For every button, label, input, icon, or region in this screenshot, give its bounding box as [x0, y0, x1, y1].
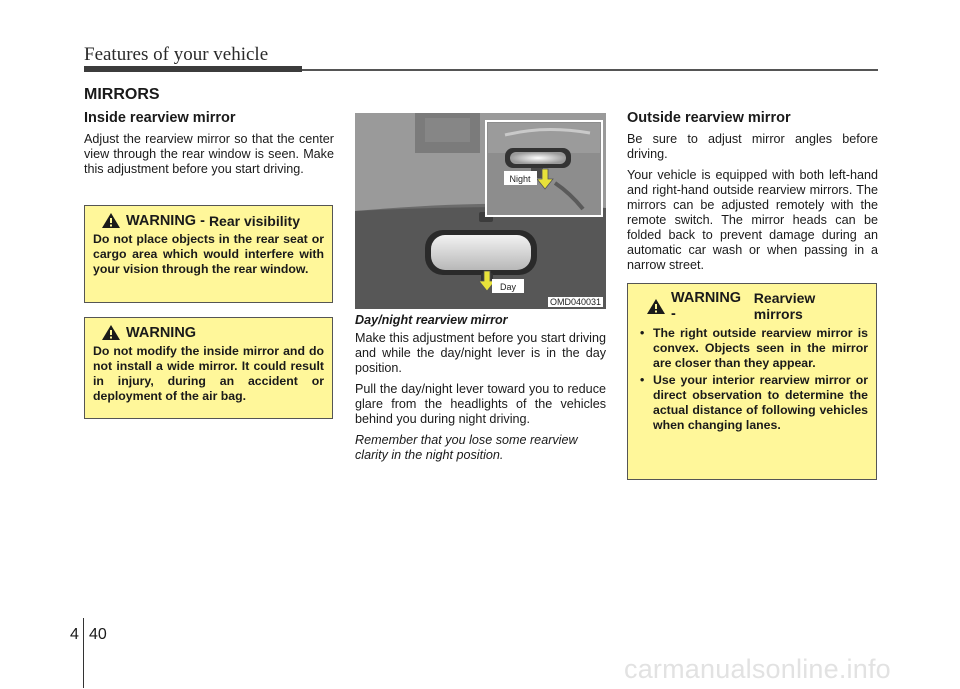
day-night-paragraph-1: Make this adjustment before you start driving and while the day/night lever is in the day position. — [355, 331, 606, 375]
watermark: carmanualsonline.info — [624, 654, 891, 684]
warning-triangle-icon — [101, 324, 121, 341]
outside-mirror-section — [627, 110, 878, 279]
rearview-mirror-photo — [355, 113, 606, 309]
page-header-title: Features of your vehicle — [84, 44, 269, 65]
warning-triangle-icon — [646, 298, 666, 315]
photo-code: OMD040031 — [549, 297, 601, 307]
section-title: MIRRORS — [84, 86, 160, 103]
warning-box-rearview-mirrors — [627, 283, 877, 480]
warning-triangle-icon — [101, 212, 121, 229]
inside-mirror-heading: Inside rearview mirror — [84, 110, 236, 126]
page-number: 40 — [89, 626, 107, 643]
day-night-paragraph-2: Pull the day/night lever toward you to reduce glare from the headlights of the vehicles behind you during night driving. — [355, 382, 606, 426]
warning-box-inside-mirror — [84, 317, 333, 419]
page-number-divider — [83, 618, 84, 688]
warning-list-item: • Use your interior rearview mirror or direct observation to determine the actual distance of following vehicles when changing lanes. — [636, 373, 868, 433]
header-rule-thick — [84, 66, 302, 72]
warning-box-rear-visibility — [84, 205, 333, 303]
inside-mirror-section — [84, 110, 334, 183]
header-rule-thin — [302, 69, 878, 71]
warning-text: Do not modify the inside mirror and do not install a wide mirror. It could result in injury, during an accident or deployment of the air bag. — [93, 344, 324, 403]
day-night-heading: Day/night rearview mirror — [355, 313, 508, 327]
warning-label: WARNING - — [126, 212, 205, 229]
warning-label: WARNING - — [671, 290, 742, 322]
warning-subtitle: Rear visibility — [208, 212, 300, 229]
outside-mirror-paragraph-1: Be sure to adjust mirror angles before driving. — [627, 132, 878, 161]
warning-list-item: • The right outside rearview mirror is convex. Objects seen in the mirror are closer than they appear. — [636, 326, 868, 371]
outside-mirror-heading: Outside rearview mirror — [627, 110, 791, 126]
mirror-illustration — [355, 113, 606, 309]
day-label: Day — [499, 282, 517, 292]
warning-subtitle: Rearview mirrors — [753, 290, 816, 322]
chapter-number: 4 — [70, 626, 79, 643]
warning-label: WARNING — [126, 324, 197, 341]
outside-mirror-paragraph-2: Your vehicle is equipped with both left-hand and right-hand outside rearview mirrors. The mirrors can be adjusted remotely with the remote switch. The mirror heads can be folded back to prevent damage during an automatic car wash or when passing in a narrow street. — [627, 168, 878, 272]
day-night-note: Remember that you lose some rearview clarity in the night position. — [355, 433, 578, 462]
day-night-section — [355, 313, 606, 463]
warning-list — [636, 326, 868, 433]
inside-mirror-body: Adjust the rearview mirror so that the center view through the rear window is seen. Make this adjustment before you start driving. — [84, 132, 334, 176]
warning-text: Do not place objects in the rear seat or cargo area which would interfere with your vision through the rear window. — [93, 232, 324, 276]
night-label: Night — [509, 174, 531, 184]
